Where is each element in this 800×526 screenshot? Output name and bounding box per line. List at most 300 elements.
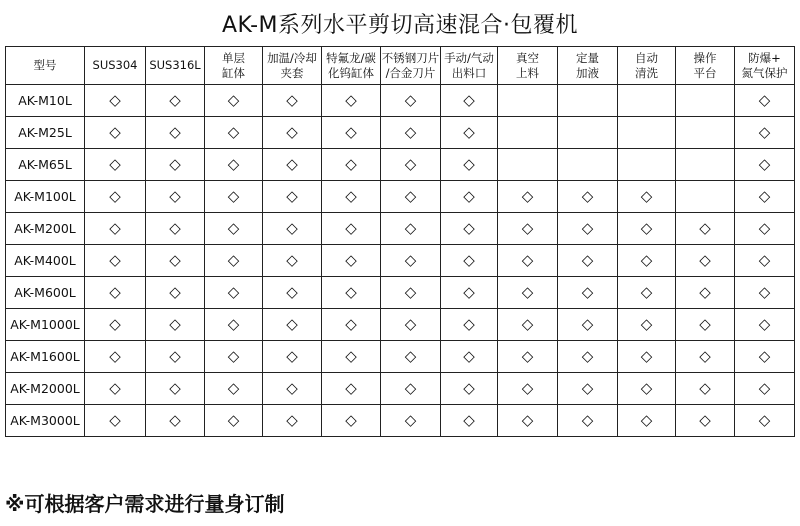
footnote: ※可根据客户需求进行量身订制 [5,492,285,516]
feature-cell-sus316l [146,149,205,181]
column-header-line: 夹套 [280,65,304,80]
feature-cell-vacuum [498,373,558,405]
table-row [6,373,795,405]
feature-cell-vacuum [498,245,558,277]
table-row [6,149,795,181]
diamond-mark-icon: ◇ [169,251,181,269]
model-cell: AK-M1000L [6,309,85,341]
model-cell: AK-M200L [6,213,85,245]
diamond-mark-icon: ◇ [109,283,121,301]
feature-cell-dosing [558,149,618,181]
diamond-mark-icon: ◇ [227,123,240,141]
diamond-mark-icon: ◇ [169,187,181,205]
feature-cell-single [205,149,263,181]
diamond-mark-icon: ◇ [699,251,711,269]
feature-cell-autoclean [618,213,676,245]
feature-cell-teflon [322,213,381,245]
feature-cell-single [205,405,263,437]
column-header-dosing [558,47,618,85]
model-cell: AK-M2000L [6,373,85,405]
column-header-line: 特氟龙/碳 [326,50,376,65]
column-header-line: 单层 [222,50,245,65]
feature-cell-sus304 [85,149,146,181]
diamond-mark-icon: ◇ [758,155,771,173]
diamond-mark-icon: ◇ [463,379,475,397]
diamond-mark-icon: ◇ [169,155,181,173]
diamond-mark-icon: ◇ [404,347,417,365]
feature-cell-teflon [322,245,381,277]
diamond-mark-icon: ◇ [758,283,771,301]
diamond-mark-icon: ◇ [640,251,653,269]
feature-cell-autoclean [618,245,676,277]
column-header-line: 出料口 [451,65,487,80]
feature-cell-jacket [263,309,322,341]
feature-cell-vacuum [498,405,558,437]
diamond-mark-icon: ◇ [345,155,357,173]
feature-cell-vacuum [498,117,558,149]
diamond-mark-icon: ◇ [345,251,357,269]
feature-cell-vacuum [498,181,558,213]
feature-cell-platform [676,245,735,277]
diamond-mark-icon: ◇ [581,251,594,269]
diamond-mark-icon: ◇ [345,411,357,429]
column-header-line: SUS316L [149,58,201,72]
column-header-line: 防爆+ [748,50,781,65]
column-header-line: 不锈钢刀片 [381,50,440,65]
table-row [6,309,795,341]
diamond-mark-icon: ◇ [345,187,357,205]
feature-cell-sus316l [146,213,205,245]
feature-cell-sus304 [85,405,146,437]
column-header-vacuum [498,47,558,85]
diamond-mark-icon: ◇ [463,91,475,109]
diamond-mark-icon: ◇ [758,251,771,269]
diamond-mark-icon: ◇ [521,251,534,269]
feature-cell-platform [676,309,735,341]
diamond-mark-icon: ◇ [521,283,534,301]
diamond-mark-icon: ◇ [109,315,121,333]
diamond-mark-icon: ◇ [404,123,417,141]
diamond-mark-icon: ◇ [521,315,534,333]
column-header-line: 缸体 [222,65,245,80]
diamond-mark-icon: ◇ [463,155,475,173]
feature-cell-teflon [322,117,381,149]
feature-cell-vacuum [498,341,558,373]
column-header-line: 型号 [33,58,57,72]
feature-cell-blade [381,309,441,341]
feature-cell-single [205,245,263,277]
feature-cell-single [205,341,263,373]
feature-cell-jacket [263,405,322,437]
feature-cell-jacket [263,245,322,277]
diamond-mark-icon: ◇ [463,411,475,429]
feature-cell-single [205,213,263,245]
feature-cell-single [205,373,263,405]
feature-cell-sus316l [146,181,205,213]
table-row [6,245,795,277]
feature-cell-outlet [441,85,498,117]
diamond-mark-icon: ◇ [169,123,181,141]
table-row [6,85,795,117]
column-header-explosion [735,47,795,85]
diamond-mark-icon: ◇ [227,379,240,397]
diamond-mark-icon: ◇ [345,347,357,365]
diamond-mark-icon: ◇ [227,315,240,333]
feature-cell-single [205,181,263,213]
diamond-mark-icon: ◇ [521,347,534,365]
diamond-mark-icon: ◇ [227,411,240,429]
diamond-mark-icon: ◇ [109,187,121,205]
diamond-mark-icon: ◇ [169,379,181,397]
feature-cell-blade [381,149,441,181]
diamond-mark-icon: ◇ [169,91,181,109]
feature-cell-single [205,309,263,341]
feature-cell-autoclean [618,277,676,309]
table-row [6,181,795,213]
column-header-teflon [322,47,381,85]
feature-cell-dosing [558,309,618,341]
feature-cell-dosing [558,85,618,117]
diamond-mark-icon: ◇ [758,219,771,237]
model-cell: AK-M1600L [6,341,85,373]
diamond-mark-icon: ◇ [169,411,181,429]
feature-cell-outlet [441,181,498,213]
feature-cell-teflon [322,309,381,341]
diamond-mark-icon: ◇ [286,379,298,397]
feature-cell-explosion [735,405,795,437]
feature-cell-teflon [322,181,381,213]
feature-cell-outlet [441,213,498,245]
column-header-line: 手动/气动 [444,50,494,65]
feature-cell-sus304 [85,117,146,149]
column-header-line: 上料 [516,65,539,80]
feature-cell-autoclean [618,405,676,437]
column-header-line: 平台 [693,65,717,80]
diamond-mark-icon: ◇ [581,283,594,301]
column-header-line: 氮气保护 [741,65,788,80]
diamond-mark-icon: ◇ [463,187,475,205]
feature-cell-single [205,85,263,117]
diamond-mark-icon: ◇ [521,411,534,429]
diamond-mark-icon: ◇ [699,411,711,429]
diamond-mark-icon: ◇ [640,187,653,205]
feature-cell-blade [381,277,441,309]
column-header-blade [381,47,441,85]
diamond-mark-icon: ◇ [699,219,711,237]
diamond-mark-icon: ◇ [286,251,298,269]
table-row [6,405,795,437]
feature-cell-outlet [441,309,498,341]
feature-cell-teflon [322,85,381,117]
diamond-mark-icon: ◇ [521,187,534,205]
column-header-autoclean [618,47,676,85]
diamond-mark-icon: ◇ [581,187,594,205]
diamond-mark-icon: ◇ [463,251,475,269]
feature-cell-explosion [735,181,795,213]
column-header-line: 化钨缸体 [328,65,374,80]
column-header-line: 操作 [693,50,717,65]
diamond-mark-icon: ◇ [169,315,181,333]
page-title: AK-M系列水平剪切高速混合·包覆机 [221,13,579,38]
diamond-mark-icon: ◇ [109,347,121,365]
feature-cell-dosing [558,277,618,309]
diamond-mark-icon: ◇ [463,283,475,301]
diamond-mark-icon: ◇ [109,123,121,141]
column-header-line: 清洗 [635,65,658,80]
feature-cell-blade [381,341,441,373]
diamond-mark-icon: ◇ [227,347,240,365]
diamond-mark-icon: ◇ [109,219,121,237]
feature-cell-blade [381,117,441,149]
feature-cell-sus316l [146,85,205,117]
feature-cell-autoclean [618,149,676,181]
table-header-row [6,47,795,85]
diamond-mark-icon: ◇ [463,219,475,237]
column-header-line: /合金刀片 [385,65,436,80]
feature-cell-jacket [263,213,322,245]
diamond-mark-icon: ◇ [463,123,475,141]
feature-cell-outlet [441,149,498,181]
column-header-line: 自动 [635,50,658,65]
column-header-line: 加液 [576,65,599,80]
feature-cell-outlet [441,117,498,149]
column-header-line: 定量 [576,50,599,65]
feature-cell-sus316l [146,405,205,437]
model-cell: AK-M400L [6,245,85,277]
feature-cell-sus316l [146,341,205,373]
feature-cell-jacket [263,85,322,117]
feature-cell-dosing [558,405,618,437]
feature-cell-dosing [558,373,618,405]
feature-cell-jacket [263,373,322,405]
feature-cell-explosion [735,85,795,117]
feature-cell-single [205,277,263,309]
feature-cell-explosion [735,245,795,277]
diamond-mark-icon: ◇ [286,187,298,205]
diamond-mark-icon: ◇ [109,251,121,269]
diamond-mark-icon: ◇ [640,315,653,333]
diamond-mark-icon: ◇ [640,283,653,301]
feature-cell-blade [381,213,441,245]
diamond-mark-icon: ◇ [640,379,653,397]
diamond-mark-icon: ◇ [404,219,417,237]
feature-cell-vacuum [498,213,558,245]
diamond-mark-icon: ◇ [286,347,298,365]
feature-cell-platform [676,373,735,405]
feature-cell-explosion [735,213,795,245]
feature-cell-sus316l [146,309,205,341]
feature-cell-outlet [441,277,498,309]
diamond-mark-icon: ◇ [758,379,771,397]
diamond-mark-icon: ◇ [699,283,711,301]
diamond-mark-icon: ◇ [581,315,594,333]
feature-cell-platform [676,277,735,309]
diamond-mark-icon: ◇ [227,219,240,237]
diamond-mark-icon: ◇ [640,219,653,237]
feature-cell-autoclean [618,373,676,405]
diamond-mark-icon: ◇ [404,283,417,301]
feature-cell-sus304 [85,245,146,277]
feature-cell-explosion [735,277,795,309]
feature-cell-single [205,117,263,149]
diamond-mark-icon: ◇ [758,347,771,365]
feature-cell-sus304 [85,309,146,341]
feature-cell-sus304 [85,373,146,405]
feature-cell-blade [381,85,441,117]
diamond-mark-icon: ◇ [581,379,594,397]
feature-cell-sus316l [146,373,205,405]
diamond-mark-icon: ◇ [227,251,240,269]
feature-cell-vacuum [498,309,558,341]
feature-cell-dosing [558,213,618,245]
feature-cell-sus304 [85,85,146,117]
feature-cell-autoclean [618,309,676,341]
feature-cell-sus304 [85,341,146,373]
diamond-mark-icon: ◇ [581,347,594,365]
feature-cell-teflon [322,373,381,405]
diamond-mark-icon: ◇ [463,315,475,333]
feature-cell-explosion [735,309,795,341]
feature-cell-sus304 [85,277,146,309]
diamond-mark-icon: ◇ [758,411,771,429]
feature-cell-jacket [263,181,322,213]
feature-cell-jacket [263,277,322,309]
table-row [6,213,795,245]
column-header-platform [676,47,735,85]
feature-cell-outlet [441,341,498,373]
feature-cell-teflon [322,149,381,181]
feature-cell-outlet [441,373,498,405]
feature-cell-autoclean [618,181,676,213]
feature-cell-dosing [558,117,618,149]
diamond-mark-icon: ◇ [286,123,298,141]
diamond-mark-icon: ◇ [286,315,298,333]
feature-cell-autoclean [618,117,676,149]
column-header-line: SUS304 [92,58,138,72]
column-header-single [205,47,263,85]
diamond-mark-icon: ◇ [521,379,534,397]
feature-cell-jacket [263,149,322,181]
diamond-mark-icon: ◇ [463,347,475,365]
feature-cell-vacuum [498,149,558,181]
diamond-mark-icon: ◇ [345,123,357,141]
diamond-mark-icon: ◇ [227,155,240,173]
diamond-mark-icon: ◇ [699,315,711,333]
diamond-mark-icon: ◇ [345,219,357,237]
column-header-jacket [263,47,322,85]
diamond-mark-icon: ◇ [404,379,417,397]
column-header-sus304 [85,47,146,85]
diamond-mark-icon: ◇ [640,347,653,365]
diamond-mark-icon: ◇ [404,315,417,333]
table-row [6,277,795,309]
feature-cell-dosing [558,181,618,213]
feature-cell-explosion [735,373,795,405]
diamond-mark-icon: ◇ [109,411,121,429]
column-header-model [6,47,85,85]
model-cell: AK-M100L [6,181,85,213]
feature-cell-platform [676,341,735,373]
column-header-line: 真空 [516,50,539,65]
diamond-mark-icon: ◇ [345,283,357,301]
diamond-mark-icon: ◇ [345,91,357,109]
feature-cell-sus316l [146,245,205,277]
feature-cell-autoclean [618,341,676,373]
diamond-mark-icon: ◇ [758,123,771,141]
model-cell: AK-M3000L [6,405,85,437]
diamond-mark-icon: ◇ [227,187,240,205]
diamond-mark-icon: ◇ [699,379,711,397]
model-cell: AK-M600L [6,277,85,309]
feature-cell-sus304 [85,213,146,245]
diamond-mark-icon: ◇ [109,155,121,173]
diamond-mark-icon: ◇ [109,91,121,109]
diamond-mark-icon: ◇ [640,411,653,429]
feature-cell-sus316l [146,117,205,149]
feature-cell-outlet [441,405,498,437]
diamond-mark-icon: ◇ [404,91,417,109]
table-row [6,341,795,373]
diamond-mark-icon: ◇ [581,411,594,429]
diamond-mark-icon: ◇ [758,187,771,205]
feature-cell-platform [676,149,735,181]
feature-cell-platform [676,213,735,245]
feature-cell-teflon [322,405,381,437]
diamond-mark-icon: ◇ [345,315,357,333]
diamond-mark-icon: ◇ [169,219,181,237]
diamond-mark-icon: ◇ [286,411,298,429]
feature-cell-vacuum [498,277,558,309]
feature-cell-outlet [441,245,498,277]
diamond-mark-icon: ◇ [286,283,298,301]
feature-cell-dosing [558,245,618,277]
feature-cell-platform [676,85,735,117]
diamond-mark-icon: ◇ [758,315,771,333]
diamond-mark-icon: ◇ [404,187,417,205]
model-cell: AK-M65L [6,149,85,181]
diamond-mark-icon: ◇ [404,155,417,173]
feature-cell-sus316l [146,277,205,309]
feature-cell-jacket [263,117,322,149]
diamond-mark-icon: ◇ [758,91,771,109]
diamond-mark-icon: ◇ [699,347,711,365]
spec-table [5,46,795,437]
diamond-mark-icon: ◇ [345,379,357,397]
diamond-mark-icon: ◇ [169,283,181,301]
diamond-mark-icon: ◇ [109,379,121,397]
diamond-mark-icon: ◇ [286,155,298,173]
feature-cell-blade [381,373,441,405]
table-row [6,117,795,149]
model-cell: AK-M10L [6,85,85,117]
diamond-mark-icon: ◇ [404,411,417,429]
feature-cell-teflon [322,341,381,373]
feature-cell-autoclean [618,85,676,117]
feature-cell-blade [381,245,441,277]
feature-cell-explosion [735,149,795,181]
feature-cell-platform [676,181,735,213]
feature-cell-blade [381,181,441,213]
diamond-mark-icon: ◇ [169,347,181,365]
diamond-mark-icon: ◇ [581,219,594,237]
diamond-mark-icon: ◇ [404,251,417,269]
feature-cell-dosing [558,341,618,373]
diamond-mark-icon: ◇ [286,219,298,237]
feature-cell-platform [676,117,735,149]
diamond-mark-icon: ◇ [521,219,534,237]
feature-cell-sus304 [85,181,146,213]
feature-cell-vacuum [498,85,558,117]
